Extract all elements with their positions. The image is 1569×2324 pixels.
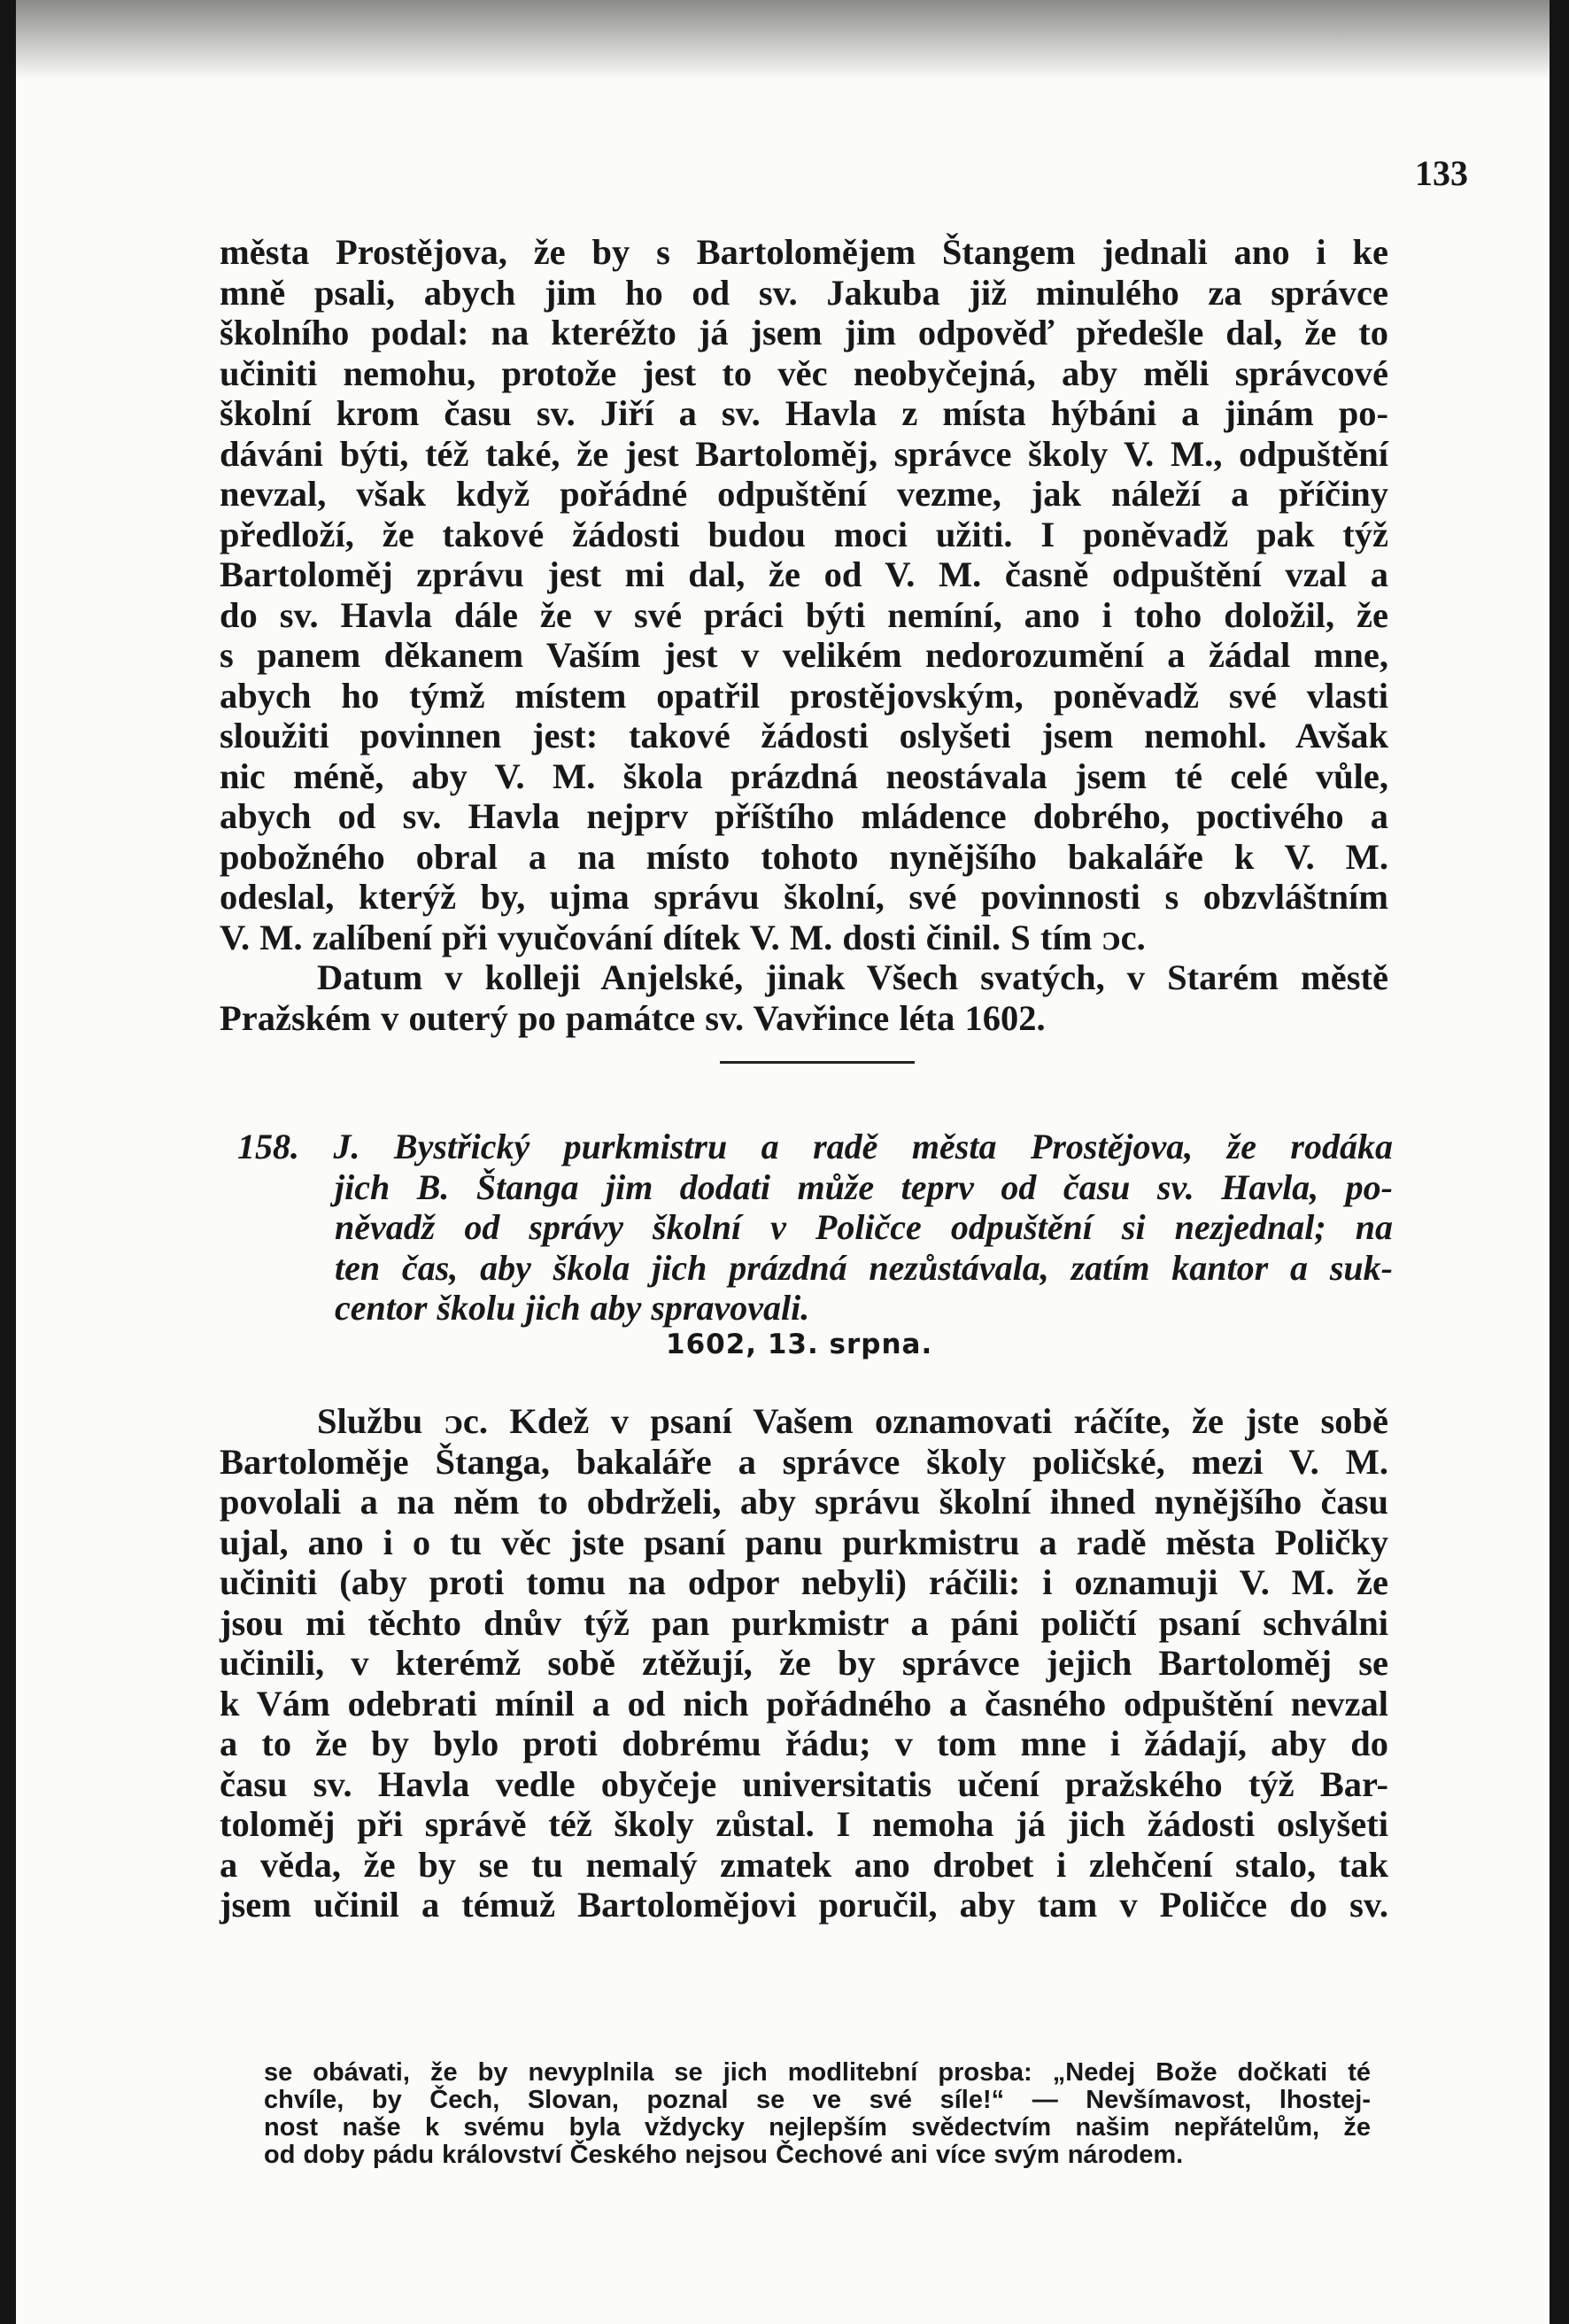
text-line: učiniti nemohu, protože jest to věc neobyčejná, aby měli správcové <box>220 352 1388 393</box>
text-line: povolali a na něm to obdrželi, aby správu školní ihned nynějšího času <box>220 1482 1388 1522</box>
text-line: a to že by bylo proti dobrému řádu; v tom mne i žádají, aby do <box>220 1724 1388 1763</box>
text-line: nevzal, však když pořádné odpuštění vezme, jak náleží a příčiny <box>220 474 1388 514</box>
text-line: města Prostějova, že by s Bartolomějem Štangem jednali ano i ke <box>220 232 1388 272</box>
footnote <box>264 2059 1371 2169</box>
main-text-block-1 <box>220 232 1388 1038</box>
text-line: dáváni býti, též také, že jest Bartoloměj, správce školy V. M., odpuštění <box>220 433 1388 474</box>
footnote-line: chvíle, by Čech, Slovan, poznal se ve své síle!“ — Nevšímavost, lhostej- <box>264 2086 1371 2114</box>
page-shadow <box>16 0 1550 80</box>
text-line: a věda, že by se tu nemalý zmatek ano drobet i zlehčení stalo, tak <box>220 1844 1388 1885</box>
text-line: sloužiti povinnen jest: takové žádosti oslyšeti jsem nemohl. Avšak <box>220 716 1388 755</box>
text-line: abych ho týmž místem opatřil prostějovským, poněvadž své vlasti <box>220 675 1388 716</box>
text-line: ujal, ano i o tu věc jste psaní panu purkmistru a radě města Poličky <box>220 1522 1388 1562</box>
text-line: času sv. Havla vedle obyčeje universitatis učení pražského týž Bar- <box>220 1763 1388 1804</box>
footnote-line: od doby pádu království Českého nejsou Čechové ani více svým národem. <box>264 2141 1184 2169</box>
section-divider <box>720 1061 915 1064</box>
footnote-line: nost naše k svému byla vždycky nejlepším svědectvím našim nepřátelům, že <box>264 2113 1371 2142</box>
text-line: pobožného obral a na místo tohoto nynějšího bakaláře k V. M. <box>220 836 1388 877</box>
text-line: školního podal: na kteréžto já jsem jim odpověď předešle dal, že to <box>220 313 1388 352</box>
text-line: Bartoloměj zprávu jest mi dal, že od V. M. časně odpuštění vzal a <box>220 554 1388 594</box>
heading-line: ten čas, aby škola jich prázdná nezůstávala, zatím kantor a suk- <box>335 1247 1393 1288</box>
text-line: učinili, v kterémž sobě ztěžují, že by správce jejich Bartoloměj se <box>220 1643 1388 1683</box>
text-line: V. M. zalíbení při vyučování dítek V. M. dosti činil. S tím ᴐc. <box>220 917 1146 957</box>
text-line: abych od sv. Havla nejprv příštího mládence dobrého, poctivého a <box>220 796 1388 836</box>
text-line: Pražském v outerý po památce sv. Vavřince léta 1602. <box>220 997 1046 1038</box>
text-line: jsem učinil a témuž Bartolomějovi poručil, aby tam v Poličce do sv. <box>220 1885 1388 1925</box>
footnote-line: se obávati, že by nevyplnila se jich modlitební prosba: „Nedej Bože dočkati té <box>264 2058 1371 2087</box>
text-line: nic méně, aby V. M. škola prázdná neostávala jsem té celé vůle, <box>220 755 1388 796</box>
text-line: Bartoloměje Štanga, bakaláře a správce školy poličské, mezi V. M. <box>220 1441 1388 1482</box>
heading-line: 158. J. Bystřický purkmistru a radě města Prostějova, že rodáka <box>237 1127 1393 1166</box>
text-line: toloměj při správě též školy zůstal. I nemoha já jich žádosti oslyšeti <box>220 1804 1388 1844</box>
text-line: školní krom času sv. Jiří a sv. Havla z místa hýbáni a jinám po- <box>220 393 1388 433</box>
text-line: s panem děkanem Vaším jest v velikém nedorozumění a žádal mne, <box>220 635 1388 675</box>
text-line: předloží, že takové žádosti budou moci užiti. I poněvadž pak týž <box>220 514 1388 554</box>
document-date: 1602, 13. srpna. <box>666 1329 933 1360</box>
text-line: Datum v kolleji Anjelské, jinak Všech svatých, v Starém městě <box>317 957 1388 997</box>
main-text-block-2 <box>220 1401 1388 1925</box>
text-line: do sv. Havla dále že v své práci býti nemíní, ano i toho doložil, že <box>220 594 1388 635</box>
text-line: mně psali, abych jim ho od sv. Jakuba již minulého za správce <box>220 272 1388 313</box>
text-line: odeslal, kterýž by, ujma správu školní, své povinnosti s obzvláštním <box>220 877 1388 917</box>
text-line: Službu ᴐc. Kdež v psaní Vašem oznamovati ráčíte, že jste sobě <box>317 1401 1388 1441</box>
document-heading <box>237 1127 1393 1329</box>
text-line: k Vám odebrati mínil a od nich pořádného a časného odpuštění nevzal <box>220 1683 1388 1724</box>
text-line: jsou mi těchto dnův týž pan purkmistr a páni poličtí psaní schválni <box>220 1602 1388 1643</box>
text-line: učiniti (aby proti tomu na odpor nebyli) ráčili: i oznamuji V. M. že <box>220 1562 1388 1602</box>
page-number: 133 <box>1415 153 1468 193</box>
heading-line: centor školu jich aby spravovali. <box>335 1288 810 1328</box>
heading-line: jich B. Štanga jim dodati může teprv od času sv. Havla, po- <box>335 1166 1393 1207</box>
heading-line: něvadž od správy školní v Poličce odpuštění si nezjednal; na <box>335 1207 1393 1247</box>
